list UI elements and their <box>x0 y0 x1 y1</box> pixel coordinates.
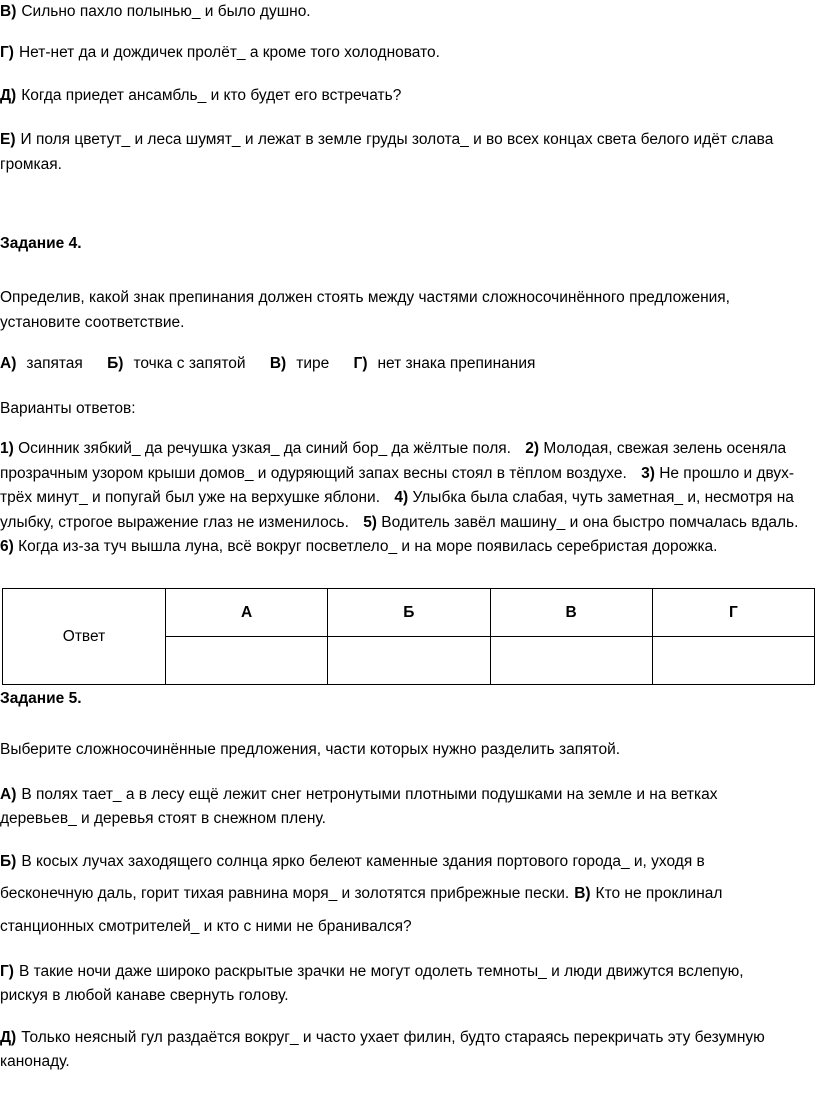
option-label: А) <box>0 355 17 372</box>
answer-cell[interactable] <box>328 637 490 685</box>
sentence-text: Не прошло и двух-трёх минут_ и попугай был уже на верхушке яблони. <box>0 464 795 506</box>
sentence-number: 6) <box>0 538 14 555</box>
item-label: Д) <box>0 87 17 104</box>
task5-item-b-continued <box>0 884 722 904</box>
item-e <box>0 130 773 150</box>
option-text: нет знака препинания <box>377 355 536 372</box>
task5-item-v-continued: станционных смотрителей_ и кто с ними не бранивался? <box>0 918 412 935</box>
answer-table <box>2 588 815 685</box>
task4-sentences <box>0 437 814 560</box>
sentence-text: Водитель завёл машину_ и она быстро помчалась вдаль. <box>381 513 799 531</box>
sentence-number: 3) <box>641 464 655 482</box>
item-label: Г) <box>0 44 14 61</box>
item-text: Сильно пахло полынью_ и было душно. <box>21 3 311 20</box>
item-label: В) <box>0 3 17 20</box>
sentence-text: Молодая, свежая зелень осеняла прозрачным узором крыши домов_ и одуряющий запах весны стоял в тёплом воздухе. <box>0 440 787 482</box>
item-text: И поля цветут_ и леса шумят_ и лежат в земле груды золота_ и во всех концах света белого идёт слава <box>20 131 774 148</box>
item-label: Д) <box>0 1029 17 1046</box>
answer-cell[interactable] <box>166 637 328 685</box>
item-e-continued: громкая. <box>0 156 62 173</box>
option-text: тире <box>296 355 330 372</box>
sentence-text: Улыбка была слабая, чуть заметная_ и, несмотря на улыбку, строгое выражение глаз не изменилось. <box>0 489 794 531</box>
item-label: В) <box>574 885 591 902</box>
option-text: точка с запятой <box>133 355 246 372</box>
column-header: Г <box>652 589 814 637</box>
task5-item-g <box>0 962 744 982</box>
task5-item-d-continued: канонаду. <box>0 1053 70 1070</box>
task4-title: Задание 4. <box>0 235 82 252</box>
item-text: В такие ночи даже широко раскрытые зрачки не могут одолеть темноты_ и люди движутся вслепую, <box>18 963 744 980</box>
column-header: В <box>490 589 652 637</box>
item-label: Е) <box>0 131 16 148</box>
answer-cell[interactable] <box>652 637 814 685</box>
column-header: А <box>166 589 328 637</box>
item-text: В полях тает_ а в лесу ещё лежит снег нетронутыми плотными подушками на земле и на ветках <box>21 786 718 803</box>
option-text: запятая <box>26 355 83 372</box>
item-text: Кто не проклинал <box>595 885 723 902</box>
task4-options <box>0 354 535 374</box>
sentence-text: Когда из-за туч вышла луна, всё вокруг посветлело_ и на море появилась серебристая дорожка. <box>18 538 718 555</box>
answer-row-label: Ответ <box>3 589 166 685</box>
sentence-number: 4) <box>394 489 409 506</box>
item-label: Г) <box>0 963 14 980</box>
task4-instruction-line2: установите соответствие. <box>0 314 185 331</box>
item-text: бесконечную даль, горит тихая равнина моря_ и золотятся прибрежные пески. <box>0 885 570 902</box>
option-label: Г) <box>353 355 368 372</box>
task5-item-g-continued: рискуя в любой канаве свернуть голову. <box>0 987 289 1004</box>
task5-item-a-continued: деревьев_ и деревья стоят в снежном плену. <box>0 810 326 827</box>
sentence-text: Осинник зябкий_ да речушка узкая_ да синий бор_ да жёлтые поля. <box>18 440 511 457</box>
item-v <box>0 2 311 22</box>
item-text: В косых лучах заходящего солнца ярко белеют каменные здания портового города_ и, уходя в <box>21 853 705 870</box>
sentence-number: 2) <box>525 440 540 457</box>
item-label: А) <box>0 786 17 803</box>
item-text: Когда приедет ансамбль_ и кто будет его встречать? <box>21 87 402 104</box>
answer-cell[interactable] <box>490 637 652 685</box>
task5-title: Задание 5. <box>0 690 82 707</box>
task5-item-b <box>0 852 705 872</box>
variants-title: Варианты ответов: <box>0 400 136 417</box>
item-g <box>0 43 440 63</box>
item-text: Нет-нет да и дождичек пролёт_ а кроме того холодновато. <box>18 44 440 61</box>
sentence-number: 1) <box>0 440 14 457</box>
item-text: Только неясный гул раздаётся вокруг_ и часто ухает филин, будто стараясь перекричать эту безумную <box>21 1029 765 1046</box>
task5-instruction: Выберите сложносочинённые предложения, части которых нужно разделить запятой. <box>0 741 621 758</box>
task5-item-a <box>0 785 718 805</box>
option-label: В) <box>269 355 287 372</box>
sentence-number: 5) <box>363 513 377 531</box>
task4-instruction-line1: Определив, какой знак препинания должен стоять между частями сложносочинённого предложения, <box>0 289 730 306</box>
task5-item-d <box>0 1028 765 1048</box>
item-d <box>0 86 401 106</box>
item-label: Б) <box>0 853 17 870</box>
column-header: Б <box>328 589 490 637</box>
option-label: Б) <box>107 355 124 372</box>
